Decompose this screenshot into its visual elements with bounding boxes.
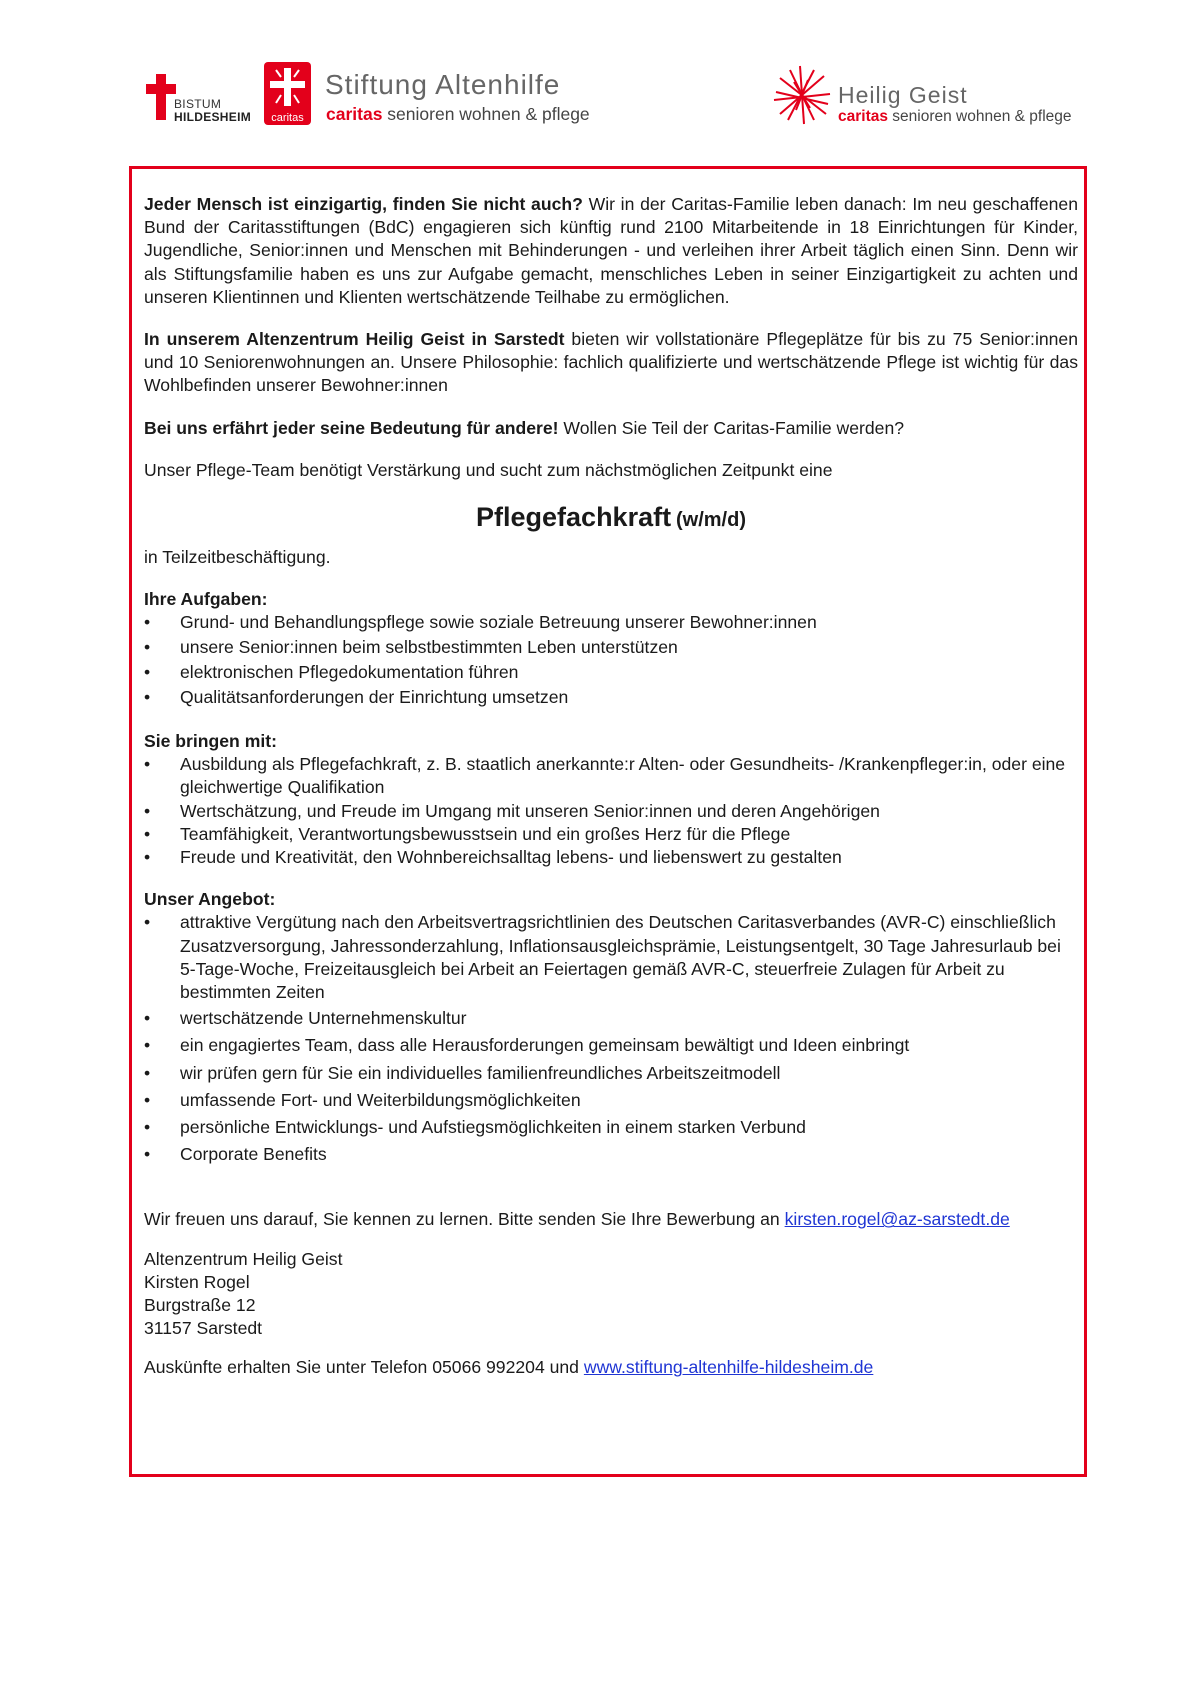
list-item: • ein engagiertes Team, dass alle Herausforderungen gemeinsam bewältigt und Ideen einbringt <box>144 1034 1078 1057</box>
intro-paragraph-4: Unser Pflege-Team benötigt Verstärkung und sucht zum nächstmöglichen Zeitpunkt eine <box>144 459 833 480</box>
list-item: • umfassende Fort- und Weiterbildungsmöglichkeiten <box>144 1089 1078 1112</box>
job-ad-content <box>144 193 1078 1380</box>
address-org: Altenzentrum Heilig Geist <box>144 1248 343 1269</box>
list-item: • Corporate Benefits <box>144 1143 1078 1166</box>
list-item: • Ausbildung als Pflegefachkraft, z. B. staatlich anerkannte:r Alten- oder Gesundheits- /Krankenpfleger:in, oder eine gleichwertige Qualifikation <box>144 753 1078 799</box>
stiftung-subtitle <box>326 104 590 124</box>
list-item: • Teamfähigkeit, Verantwortungsbewusstsein und ein großes Herz für die Pflege <box>144 823 1078 846</box>
job-ad-frame <box>129 166 1087 1477</box>
heilig-geist-subtitle <box>838 108 1072 126</box>
closing-paragraph <box>144 1208 1078 1231</box>
website-link[interactable]: www.stiftung-altenhilfe-hildesheim.de <box>583 1357 874 1378</box>
job-title-gender: (w/m/d) <box>675 509 746 532</box>
intro-p3-bold: Bei uns erfährt jeder seine Bedeutung für andere! <box>144 417 559 438</box>
list-item: • attraktive Vergütung nach den Arbeitsvertragsrichtlinien des Deutschen Caritasverbandes (AVR-C) einschließlich Zusatzversorgung, Jahressonderzahlung, Inflationsausgleichsprämie, Leistungsentgelt, 30 Tage Jahresurlaub bei 5-Tage-Woche, Freizeitausgleich bei Arbeit an Feiertagen gemäß AVR-C, steuerfreie Zulagen für Arbeit zu bestimmten Zeiten <box>144 911 1078 1004</box>
bistum-line1: BISTUM <box>174 97 222 111</box>
list-item: • persönliche Entwicklungs- und Aufstiegsmöglichkeiten in einem starken Verbund <box>144 1116 1078 1139</box>
bring-heading: Sie bringen mit: <box>144 731 277 751</box>
list-item: • Qualitätsanforderungen der Einrichtung umsetzen <box>144 686 1078 709</box>
list-item: • Wertschätzung, und Freude im Umgang mit unseren Senior:innen und deren Angehörigen <box>144 800 1078 823</box>
bring-list <box>144 753 1078 869</box>
caritas-badge-label: caritas <box>271 112 304 124</box>
employment-type: in Teilzeitbeschäftigung. <box>144 547 331 568</box>
address-street: Burgstraße 12 <box>144 1295 256 1316</box>
job-title-main: Pflegefachkraft <box>476 502 672 533</box>
address-name: Kirsten Rogel <box>144 1271 250 1292</box>
hg-sub-brand: caritas <box>838 108 888 125</box>
offer-list <box>144 911 1078 1166</box>
closing-text: Wir freuen uns darauf, Sie kennen zu lernen. Bitte senden Sie Ihre Bewerbung an <box>144 1209 785 1230</box>
intro-p1-bold: Jeder Mensch ist einzigartig, finden Sie nicht auch? <box>144 194 583 214</box>
heilig-geist-title: Heilig Geist <box>838 82 968 108</box>
intro-p2-text: bieten wir vollstationäre Pflegeplätze für bis zu 75 Senior:innen und 10 Seniorenwohnungen an. Unsere Philosophie: fachlich qualifizierte und wertschätzende Pflege ist wichtig für das Wohlbefinden unserer Bewohner:innen <box>144 329 1078 396</box>
stiftung-sub-brand: caritas <box>326 104 383 124</box>
stiftung-title: Stiftung Altenhilfe <box>325 69 561 100</box>
offer-heading: Unser Angebot: <box>144 889 276 910</box>
bistum-line2: HILDESHEIM <box>174 110 252 124</box>
intro-p2-bold: In unserem Altenzentrum Heilig Geist in Sarstedt <box>144 329 565 350</box>
list-item: • wertschätzende Unternehmenskultur <box>144 1007 1078 1030</box>
caritas-flame-cross-icon <box>268 65 307 109</box>
header <box>0 56 1190 136</box>
intro-paragraph-2 <box>144 328 1078 398</box>
caritas-logo <box>264 62 311 125</box>
list-item: • elektronischen Pflegedokumentation führen <box>144 661 1078 684</box>
email-link[interactable]: kirsten.rogel@az-sarstedt.de <box>784 1209 1010 1230</box>
cross-icon <box>146 74 176 120</box>
intro-paragraph-1 <box>144 193 1078 309</box>
tasks-list <box>144 611 1078 709</box>
intro-paragraph-3 <box>144 417 1078 440</box>
address-city: 31157 Sarstedt <box>144 1318 263 1339</box>
job-title <box>144 500 1078 534</box>
hg-sub-rest: senioren wohnen & pflege <box>887 108 1072 125</box>
contact-text: Auskünfte erhalten Sie unter Telefon 05066 992204 und <box>144 1357 584 1378</box>
contact-paragraph <box>144 1356 1078 1379</box>
intro-p3-text: Wollen Sie Teil der Caritas-Familie werden? <box>558 417 905 438</box>
list-item: • unsere Senior:innen beim selbstbestimmten Leben unterstützen <box>144 636 1078 659</box>
list-item: • wir prüfen gern für Sie ein individuelles familienfreundliches Arbeitszeitmodell <box>144 1062 1078 1085</box>
stiftung-sub-rest: senioren wohnen & pflege <box>382 104 590 124</box>
heilig-geist-logo-icon <box>770 64 834 126</box>
list-item: • Grund- und Behandlungspflege sowie soziale Betreuung unserer Bewohner:innen <box>144 611 1078 634</box>
tasks-heading: Ihre Aufgaben: <box>144 589 268 610</box>
intro-p1-text: Wir in der Caritas-Familie leben danach: Im neu geschaffenen Bund der Caritasstiftungen (BdC) engagieren sich künftig rund 2100 Mitarbeitende in 18 Einrichtungen für Kinder, Jugendliche, Senior:innen und Menschen mit Behinderungen - und verleihen ihrer Arbeit täglich einen Sinn. Denn wir als Stiftungsfamilie haben es uns zur Aufgabe gemacht, menschliches Leben in seiner Einzigartigkeit zu achten und unseren Klientinnen und Klienten wertschätzende Teilhabe zu ermöglichen. <box>144 194 1078 307</box>
list-item: • Freude und Kreativität, den Wohnbereichsalltag lebens- und liebenswert zu gestalten <box>144 846 1078 869</box>
